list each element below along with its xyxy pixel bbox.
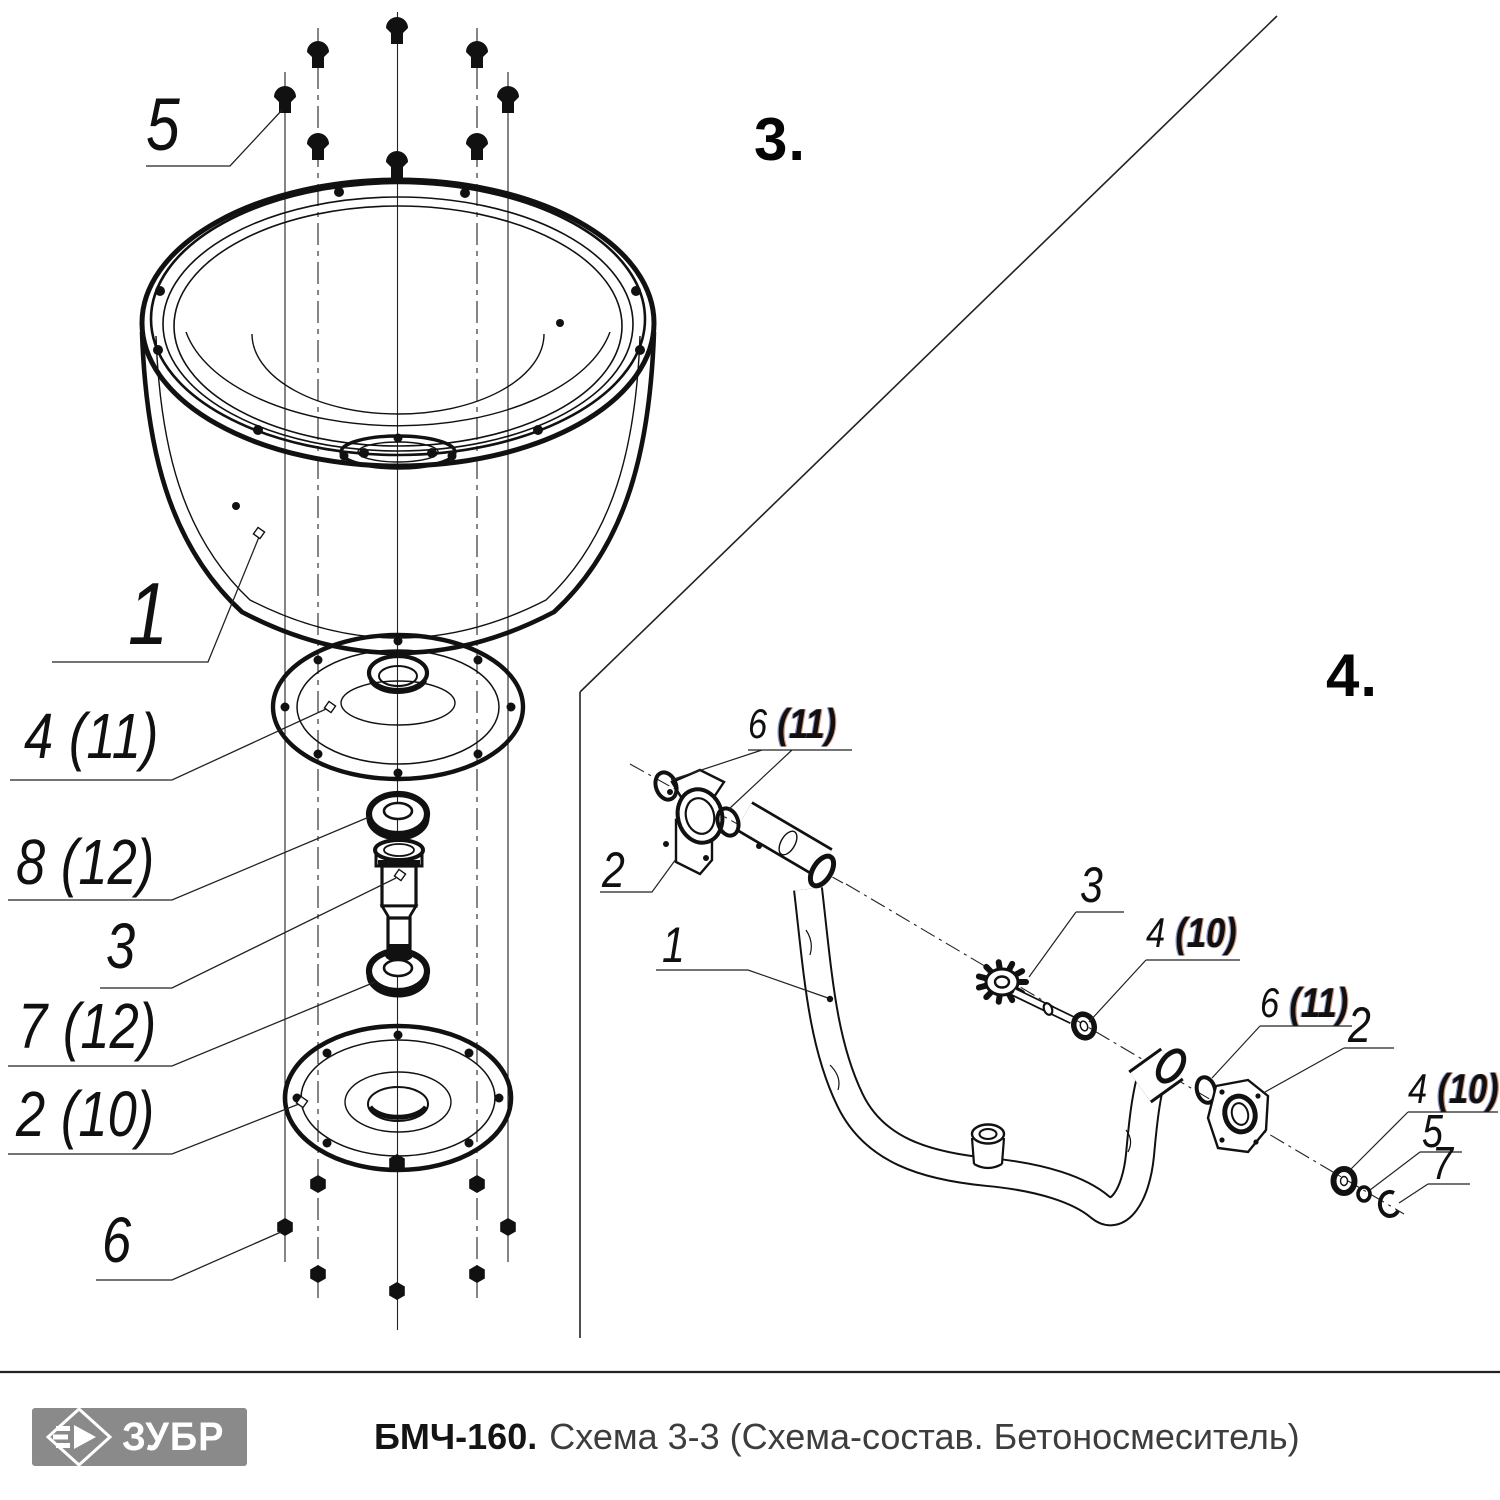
footer-title [374, 1408, 1300, 1466]
frame-tube [744, 816, 1189, 1211]
footer-subtitle: Схема 3-3 (Схема-состав. Бетоносмеситель) [549, 1416, 1300, 1457]
callout-dot-frame [827, 996, 833, 1002]
callout-d4-1: 1 [662, 917, 685, 973]
callout-d4-4-10-upper: 4 (10) [1146, 909, 1237, 956]
mount-nuts [277, 1154, 516, 1300]
callout-d3-6: 6 [102, 1204, 132, 1276]
callout-d3-3: 3 [106, 910, 136, 982]
footer-model: БМЧ-160. [374, 1416, 538, 1457]
o-ring-left [652, 769, 680, 802]
drive-shaft [375, 840, 423, 961]
callout-d4-6-11-left: 6 (11) [748, 700, 837, 747]
retaining-ring [1380, 1192, 1398, 1216]
callout-d3-2-10: 2 (10) [16, 1078, 155, 1150]
callout-d4-2-right: 2 [1348, 997, 1371, 1053]
callout-markers-left [253, 527, 405, 1107]
callout-d3-4-11: 4 (11) [24, 700, 159, 772]
zubr-logo [32, 1408, 247, 1466]
washer-small [1358, 1187, 1370, 1201]
section-divider [580, 16, 1277, 1338]
washer-right [1334, 1169, 1355, 1193]
callout-d4-2-left: 2 [602, 842, 625, 898]
gear-shaft [979, 962, 1098, 1040]
section-number-3: 3. [754, 106, 807, 173]
callout-d3-8-12: 8 (12) [16, 826, 155, 898]
callout-d4-7: 7 [1432, 1137, 1453, 1189]
mount-bolts [274, 17, 519, 178]
callout-d4-6-11-right: 6 (11) [1260, 979, 1349, 1026]
section-number-4: 4. [1326, 642, 1379, 709]
callout-d4-3: 3 [1080, 857, 1103, 913]
zubr-logo-icon [44, 1408, 114, 1466]
callout-d3-1: 1 [128, 564, 169, 663]
callout-d3-7-12: 7 (12) [18, 990, 157, 1062]
right-bracket [1208, 1080, 1268, 1152]
callout-leaders-right [600, 750, 1498, 1203]
zubr-logo-text: ЗУБР [122, 1414, 225, 1459]
callout-d4-5: 5 [1422, 1105, 1443, 1157]
callout-d4-4-10-right: 4 (10) [1408, 1065, 1499, 1112]
callout-d3-5: 5 [146, 83, 180, 166]
